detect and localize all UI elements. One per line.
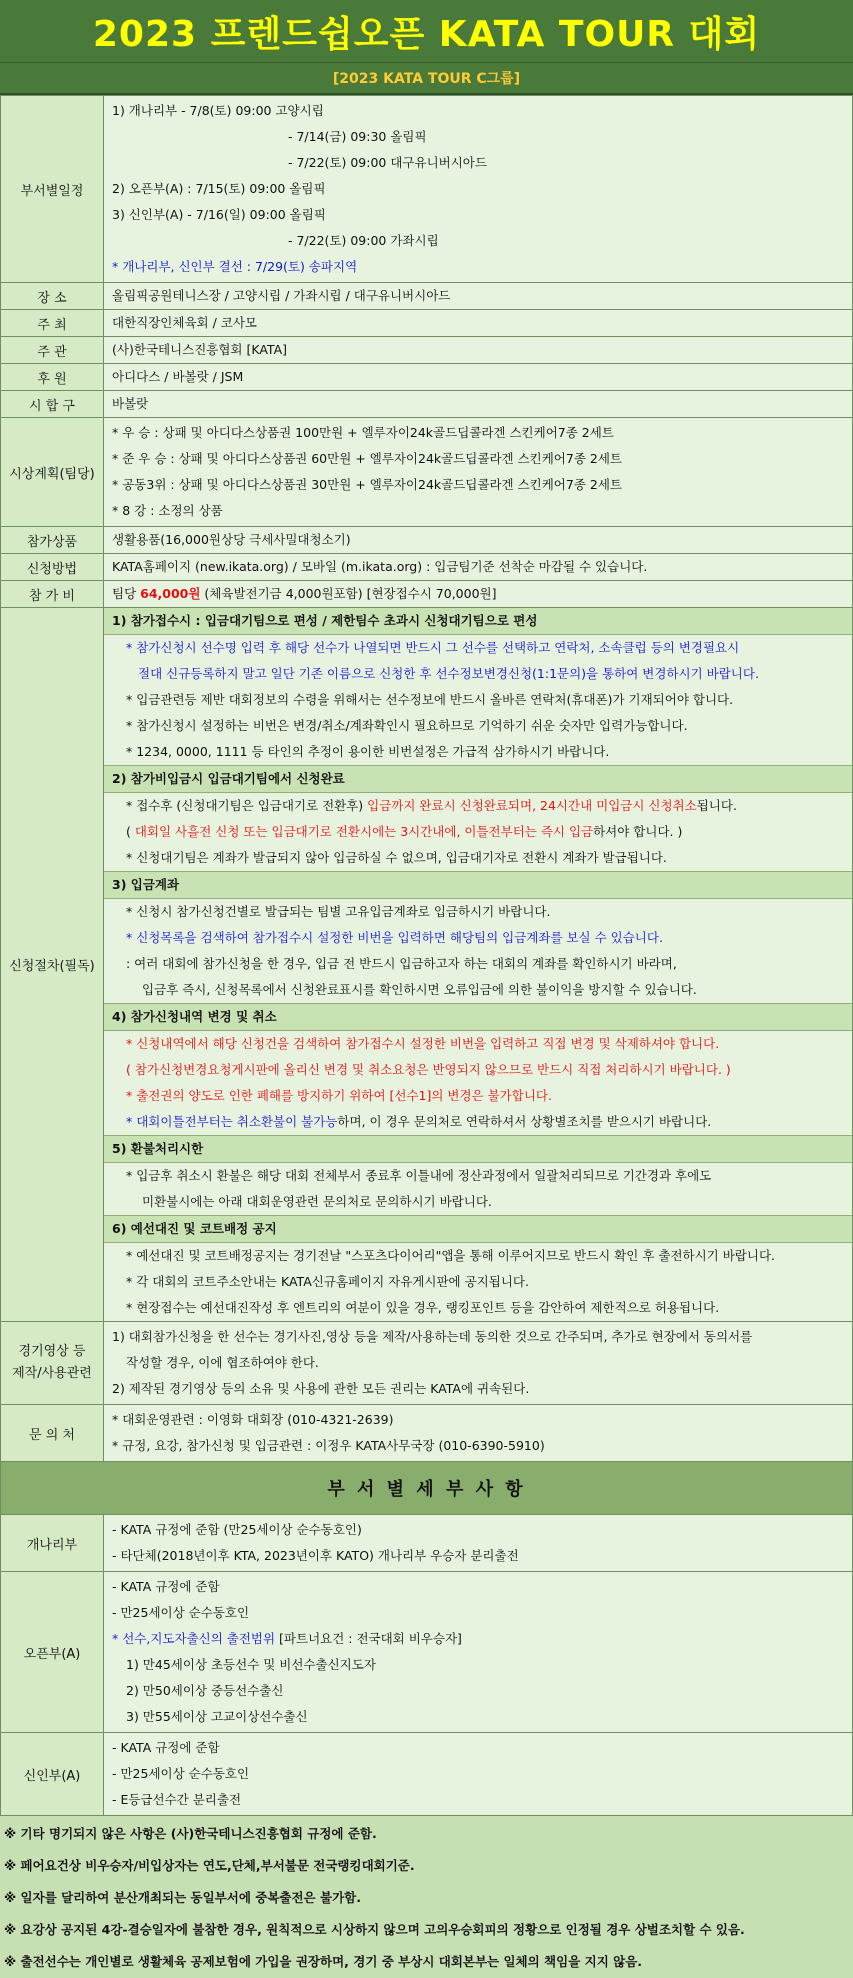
note-line: ※ 출전선수는 개인별로 생활체육 공제보험에 가입을 권장하며, 경기 중 부상시 대회본부는 일체의 책임을 지지 않음. <box>4 1954 643 1969</box>
schedule-final-note: * 개나리부, 신인부 결선 : 7/29(토) 송파지역 <box>112 259 358 274</box>
procedure-line: : 여러 대회에 참가신청을 한 경우, 입금 전 반드시 입금하고자 하는 대회의 계좌를 확인하시기 바라며, <box>126 956 677 971</box>
media-line: 작성할 경우, 이에 협조하여야 한다. <box>126 1355 319 1370</box>
procedure-row <box>1 608 853 1322</box>
rookie-line: - KATA 규정에 준함 <box>112 1740 220 1755</box>
procedure-section-title: 3) 입금계좌 <box>104 871 852 899</box>
note-line: ※ 페어요건상 비우승자/비입상자는 연도,단체,부서불문 전국랭킹대회기준. <box>4 1858 415 1873</box>
rookie-label: 신인부(A) <box>1 1733 104 1816</box>
media-row <box>1 1322 853 1405</box>
note-line: ※ 기타 명기되지 않은 사항은 (사)한국테니스진흥협회 규정에 준함. <box>4 1826 377 1841</box>
ball-value: 바볼랏 <box>112 396 149 411</box>
media-label: 경기영상 등 제작/사용관련 <box>1 1322 104 1405</box>
schedule-value <box>104 96 853 283</box>
open-label: 오픈부(A) <box>1 1572 104 1733</box>
sponsor-value: 아디다스 / 바볼랏 / JSM <box>112 369 244 384</box>
open-line: 2) 만50세이상 중등선수출신 <box>126 1683 284 1698</box>
host-row <box>1 310 853 337</box>
procedure-line: * 신청시 참가신청건별로 발급되는 팀별 고유입금계좌로 입금하시기 바랍니다. <box>126 904 551 919</box>
fee-amount: 64,000원 <box>140 586 201 601</box>
page-subtitle: [2023 KATA TOUR C그룹] <box>0 62 853 93</box>
procedure-line: * 참가신청시 설정하는 비번은 변경/취소/계좌확인시 필요하므로 기억하기 쉬운 숫자만 입력가능합니다. <box>126 718 688 733</box>
open-line: - 만25세이상 순수동호인 <box>112 1605 250 1620</box>
schedule-line: 1) 개나리부 - 7/8(토) 09:00 고양시립 <box>112 103 324 118</box>
info-table <box>0 95 853 1816</box>
ball-row <box>1 391 853 418</box>
procedure-line: ( 참가신청변경요청게시판에 올리신 변경 및 취소요청은 반영되지 않으므로 반드시 직접 처리하시기 바랍니다. ) <box>126 1062 731 1077</box>
schedule-label: 부서별일정 <box>1 96 104 283</box>
fee-prefix: 팀당 <box>112 586 141 601</box>
fee-value <box>104 581 852 607</box>
schedule-line: - 7/14(금) 09:30 올림픽 <box>288 129 427 144</box>
host-value: 대한직장인체육회 / 코사모 <box>112 315 257 330</box>
division-header: 부 서 별 세 부 사 항 <box>1 1462 853 1515</box>
fee-label: 참 가 비 <box>1 581 104 608</box>
rookie-row <box>1 1733 853 1816</box>
schedule-line: 3) 신인부(A) - 7/16(일) 09:00 올림픽 <box>112 207 326 222</box>
division-header-row <box>1 1462 853 1515</box>
gaenari-line: - 타단체(2018년이후 KTA, 2023년이후 KATO) 개나리부 우승자 분리출전 <box>112 1548 519 1563</box>
open-line: * 선수,지도자출신의 출전범위 [파트너요건 : 전국대회 비우승자] <box>112 1631 462 1646</box>
procedure-section-title: 5) 환불처리시한 <box>104 1135 852 1163</box>
schedule-line: 2) 오픈부(A) : 7/15(토) 09:00 올림픽 <box>112 181 326 196</box>
contact-line: * 대회운영관련 : 이영화 대회장 (010-4321-2639) <box>112 1412 394 1427</box>
contact-label: 문 의 처 <box>1 1405 104 1462</box>
media-line: 2) 제작된 경기영상 등의 소유 및 사용에 관한 모든 권리는 KATA에 귀속된다. <box>112 1381 530 1396</box>
procedure-body <box>104 608 853 1322</box>
header <box>0 0 853 95</box>
venue-label: 장 소 <box>1 283 104 310</box>
fee-row <box>1 581 853 608</box>
gaenari-label: 개나리부 <box>1 1515 104 1572</box>
note-line: ※ 일자를 달리하여 분산개최되는 동일부서에 중복출전은 불가함. <box>4 1890 361 1905</box>
procedure-line: * 참가신청시 선수명 입력 후 해당 선수가 나열되면 반드시 그 선수를 선택하고 연락처, 소속클럽 등의 변경필요시 <box>126 640 740 655</box>
procedure-line: * 신청대기팀은 계좌가 발급되지 않아 입금하실 수 없으며, 입금대기자로 전환시 계좌가 발급됩니다. <box>126 850 667 865</box>
procedure-line: * 각 대회의 코트주소안내는 KATA신규홈페이지 자유게시판에 공지됩니다. <box>126 1274 529 1289</box>
gift-value: 생활용품(16,000원상당 극세사밀대청소기) <box>112 532 351 547</box>
procedure-line: 입금후 즉시, 신청목록에서 신청완료표시를 확인하시면 오류입금에 의한 불이익을 방지할 수 있습니다. <box>142 982 697 997</box>
open-line: 3) 만55세이상 고교이상선수출신 <box>126 1709 308 1724</box>
procedure-line: 절대 신규등록하지 말고 일단 기존 이름으로 신청한 후 선수정보변경신청(1:1문의)을 통하여 변경하시기 바랍니다. <box>138 666 759 681</box>
media-line: 1) 대회참가신청을 한 선수는 경기사진,영상 등을 제작/사용하는데 동의한 것으로 간주되며, 추가로 현장에서 동의서를 <box>112 1329 753 1344</box>
gaenari-row <box>1 1515 853 1572</box>
procedure-line: * 예선대진 및 코트배정공지는 경기전날 "스포츠다이어리"앱을 통해 이루어지므로 반드시 확인 후 출전하시기 바랍니다. <box>126 1248 776 1263</box>
note-line: ※ 요강상 공지된 4강-결승일자에 불참한 경우, 원칙적으로 시상하지 않으며 고의우승회피의 정황으로 인정될 경우 상벌조치할 수 있음. <box>4 1922 745 1937</box>
procedure-line: * 대회이틀전부터는 취소환불이 불가능하며, 이 경우 문의처로 연락하셔서 상황별조치를 받으시기 바랍니다. <box>126 1114 712 1129</box>
gift-row <box>1 527 853 554</box>
gaenari-line: - KATA 규정에 준함 (만25세이상 순수동호인) <box>112 1522 362 1537</box>
prize-line: * 준 우 승 : 상패 및 아디다스상품권 60만원 + 엘루자이24k골드딥콜라겐 스킨케어7종 2세트 <box>112 451 622 466</box>
rookie-line: - E등급선수간 분리출전 <box>112 1792 242 1807</box>
schedule-row <box>1 96 853 283</box>
prize-line: * 공동3위 : 상패 및 아디다스상품권 30만원 + 엘루자이24k골드딥콜라겐 스킨케어7종 2세트 <box>112 477 622 492</box>
procedure-line: * 입금관련등 제반 대회정보의 수령을 위해서는 선수정보에 반드시 올바른 연락처(휴대폰)가 기재되어야 합니다. <box>126 692 734 707</box>
ball-label: 시 합 구 <box>1 391 104 418</box>
apply-value: KATA홈페이지 (new.ikata.org) / 모바일 (m.ikata.org) : 입금팀기준 선착순 마감될 수 있습니다. <box>112 559 648 574</box>
sponsor-label: 후 원 <box>1 364 104 391</box>
procedure-line: * 현장접수는 예선대진작성 후 엔트리의 여분이 있을 경우, 랭킹포인트 등을 감안하여 제한적으로 허용됩니다. <box>126 1300 720 1315</box>
contact-line: * 규정, 요강, 참가신청 및 입금관련 : 이정우 KATA사무국장 (010-6390-5910) <box>112 1438 545 1453</box>
fee-suffix: (체육발전기금 4,000원포함) [현장접수시 70,000원] <box>200 586 497 601</box>
page-title: 2023 프렌드쉽오픈 KATA TOUR 대회 <box>92 13 761 55</box>
host-label: 주 최 <box>1 310 104 337</box>
procedure-line: * 신청목록을 검색하여 참가접수시 설정한 비번을 입력하면 해당팀의 입금계좌를 보실 수 있습니다. <box>126 930 663 945</box>
procedure-line: * 1234, 0000, 1111 등 타인의 추정이 용이한 비번설정은 가급적 삼가하시기 바랍니다. <box>126 744 610 759</box>
open-row <box>1 1572 853 1733</box>
apply-row <box>1 554 853 581</box>
procedure-line: * 신청내역에서 해당 신청건을 검색하여 참가접수시 설정한 비번을 입력하고 직접 변경 및 삭제하셔야 합니다. <box>126 1036 720 1051</box>
sponsor-row <box>1 364 853 391</box>
procedure-label: 신청절차(필독) <box>1 608 104 1322</box>
prize-label: 시상계획(팀당) <box>1 418 104 527</box>
procedure-line: * 입금후 취소시 환불은 해당 대회 전체부서 종료후 이틀내에 정산과정에서 일괄처리되므로 기간경과 후에도 <box>126 1168 712 1183</box>
procedure-section-title: 4) 참가신청내역 변경 및 취소 <box>104 1003 852 1031</box>
open-line: 1) 만45세이상 초등선수 및 비선수출신지도자 <box>126 1657 376 1672</box>
procedure-line: ( 대회일 사흘전 신청 또는 입금대기로 전환시에는 3시간내에, 이틀전부터는 즉시 입금하셔야 합니다. ) <box>126 824 683 839</box>
procedure-section-title: 1) 참가접수시 : 입금대기팀으로 편성 / 제한팀수 초과시 신청대기팀으로 편성 <box>104 608 852 635</box>
notes <box>0 1816 853 1978</box>
schedule-line: - 7/22(토) 09:00 가좌시립 <box>288 233 439 248</box>
gift-label: 참가상품 <box>1 527 104 554</box>
organizer-value: (사)한국테니스진흥협회 [KATA] <box>112 342 288 357</box>
venue-value: 올림픽공원테니스장 / 고양시립 / 가좌시립 / 대구유니버시아드 <box>112 288 451 303</box>
apply-label: 신청방법 <box>1 554 104 581</box>
schedule-line: - 7/22(토) 09:00 대구유니버시아드 <box>288 155 487 170</box>
procedure-line: * 출전권의 양도로 인한 폐해를 방지하기 위하여 [선수1]의 변경은 불가합니다. <box>126 1088 552 1103</box>
prize-line: * 8 강 : 소정의 상품 <box>112 503 223 518</box>
procedure-line: * 접수후 (신청대기팀은 입금대기로 전환후) 입금까지 완료시 신청완료되며, 24시간내 미입금시 신청취소됩니다. <box>126 798 737 813</box>
procedure-section-title: 6) 예선대진 및 코트배정 공지 <box>104 1215 852 1243</box>
procedure-line: 미환불시에는 아래 대회운영관련 문의처로 문의하시기 바랍니다. <box>142 1194 492 1209</box>
prize-row <box>1 418 853 527</box>
contact-row <box>1 1405 853 1462</box>
open-line: - KATA 규정에 준함 <box>112 1579 220 1594</box>
procedure-section-title: 2) 참가비입금시 입금대기팀에서 신청완료 <box>104 765 852 793</box>
organizer-label: 주 관 <box>1 337 104 364</box>
prize-line: * 우 승 : 상패 및 아디다스상품권 100만원 + 엘루자이24k골드딥콜라겐 스킨케어7종 2세트 <box>112 425 614 440</box>
rookie-line: - 만25세이상 순수동호인 <box>112 1766 250 1781</box>
venue-row <box>1 283 853 310</box>
organizer-row <box>1 337 853 364</box>
